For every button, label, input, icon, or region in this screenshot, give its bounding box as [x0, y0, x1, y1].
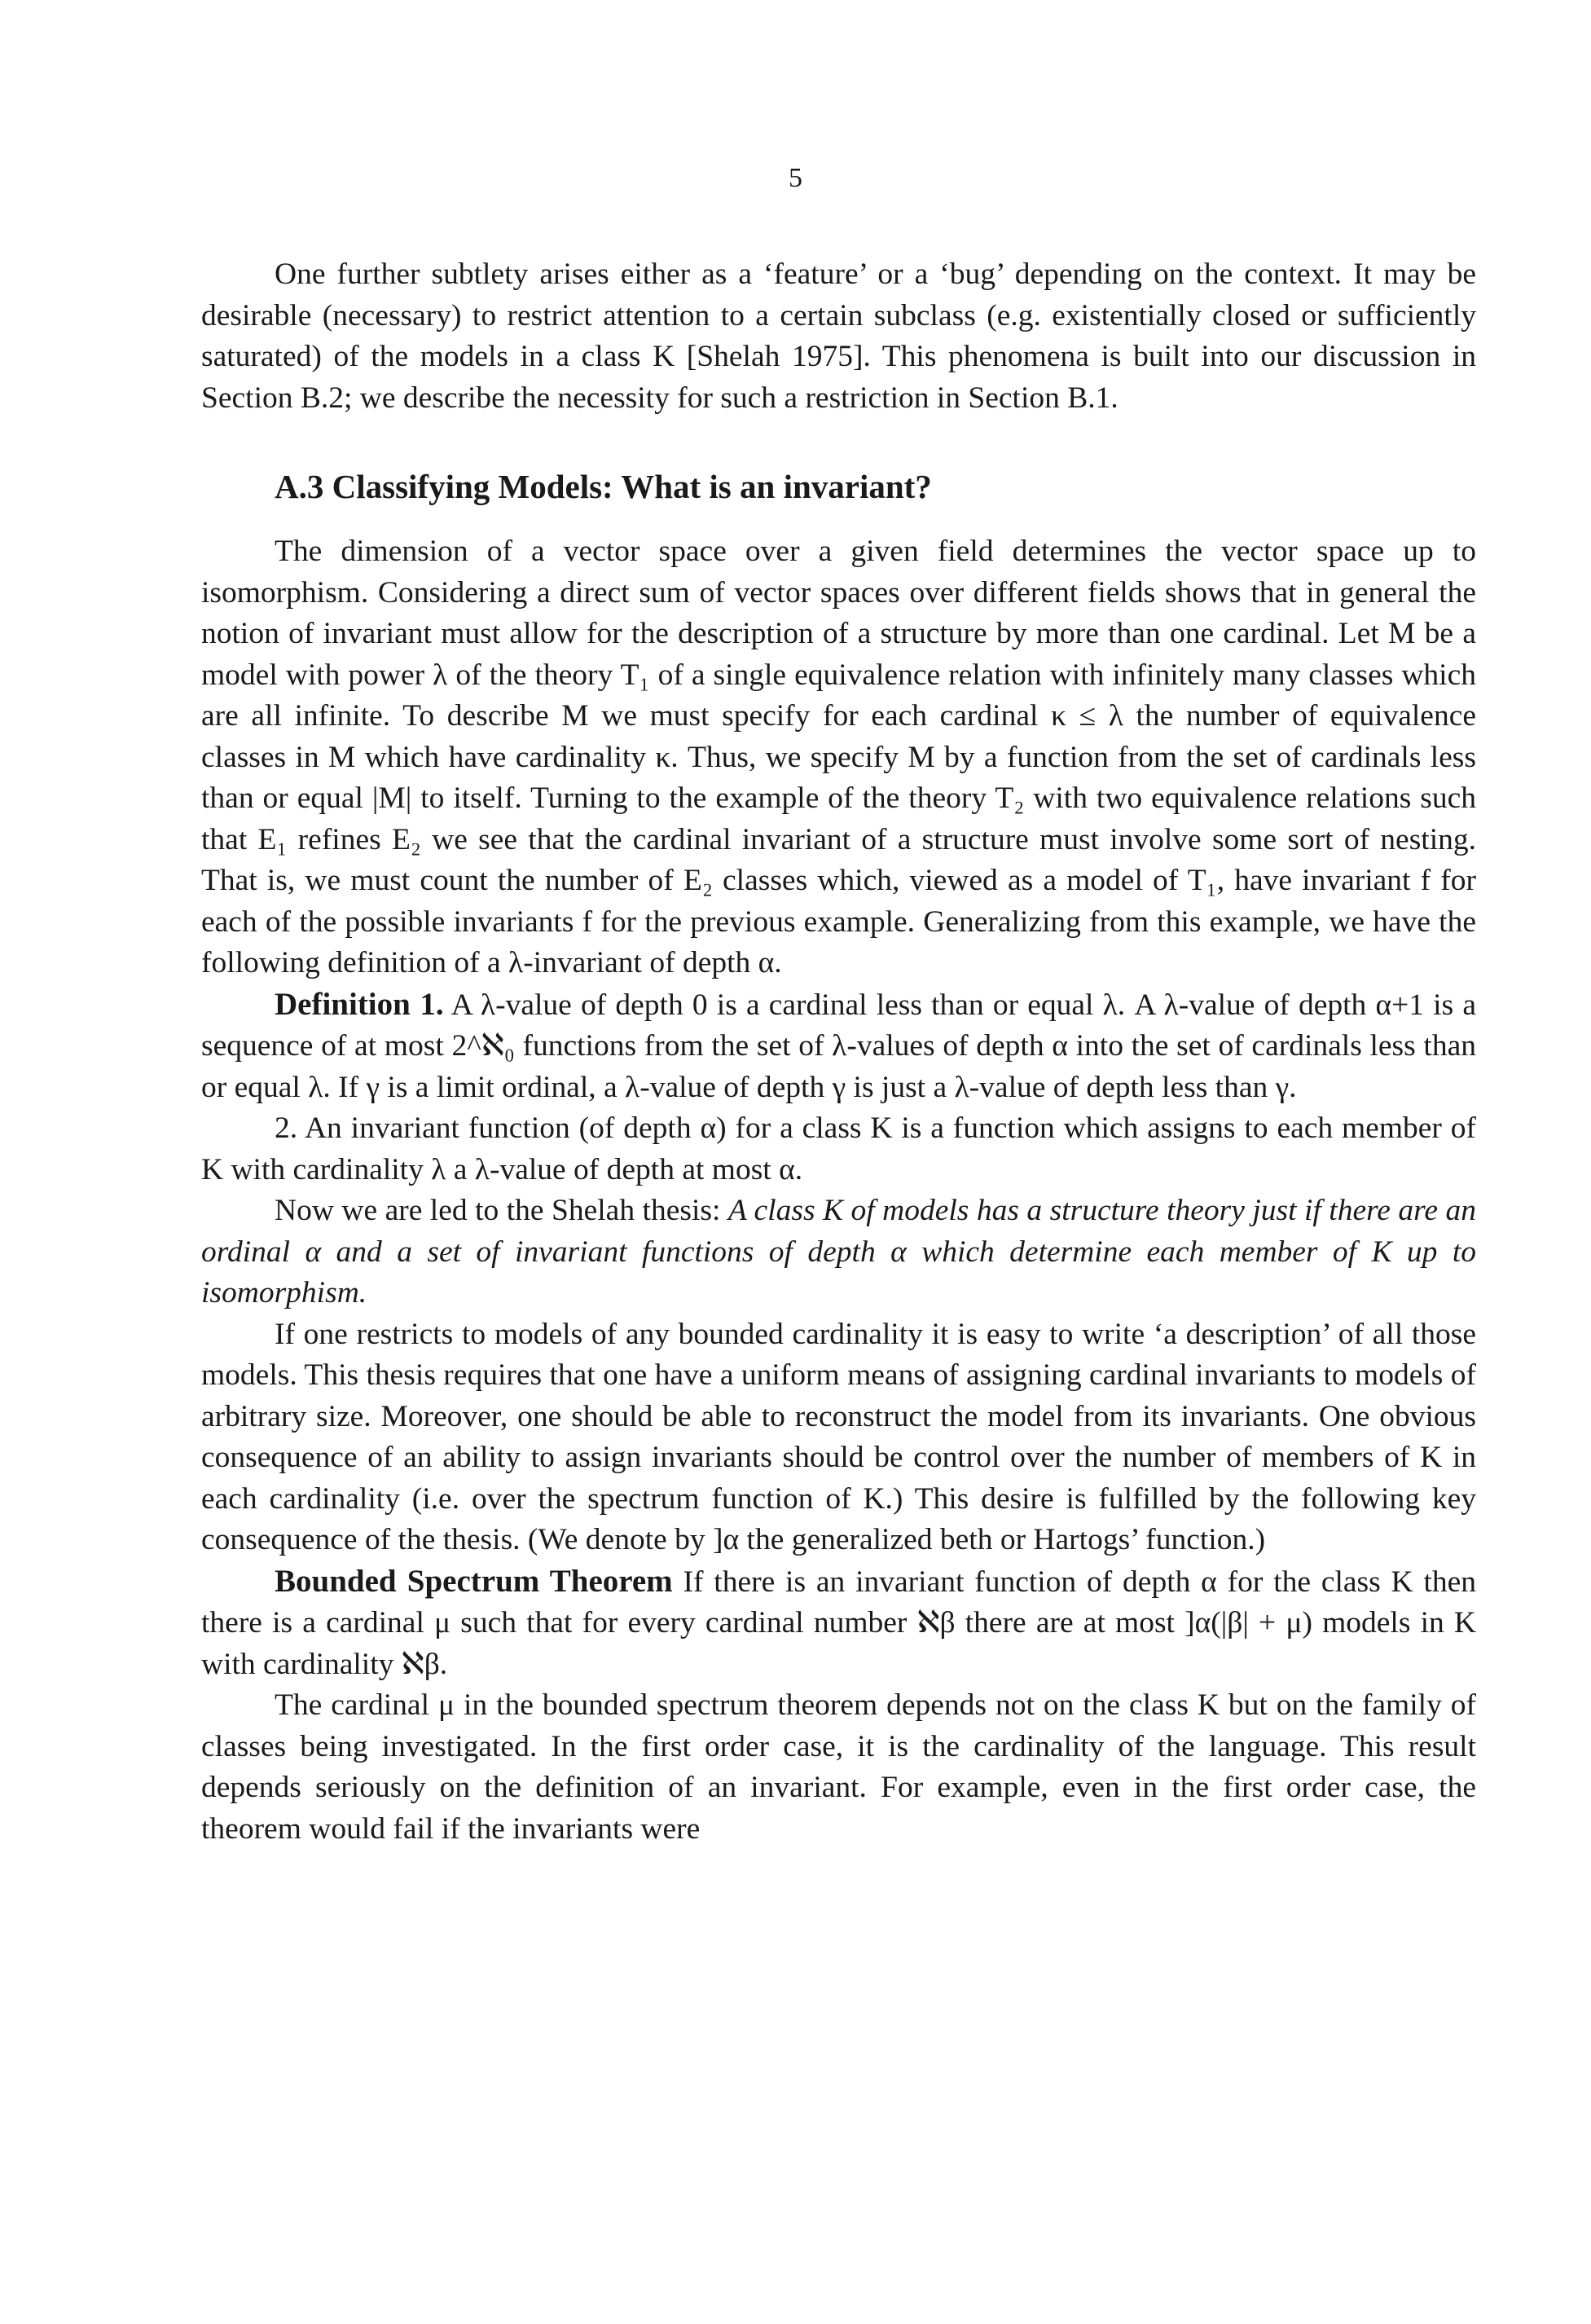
- paragraph-subtlety: One further subtlety arises either as a ‘feature’ or a ‘bug’ depending on the context. It may be desirable (necessary) to restrict attention to a certain subclass (e.g. existentially closed or sufficiently saturated) of the models in a class K [Shelah 1975]. This phenomena is built into our discussion in Section B.2; we describe the necessity for such a restriction in Section B.1.: [201, 257, 1476, 415]
- paragraph-bounded-cardinality: If one restricts to models of any bounded cardinality it is easy to write ‘a description’ of all those models. This thesis requires that one have a uniform means of assigning cardinal invariants to models of arbitrary size. Moreover, one should be able to reconstruct the model from its invariants. One obvious consequence of an ability to assign invariants should be control over the number of members of K in each cardinality (i.e. over the spectrum function of K.) This desire is fulfilled by the following key consequence of the thesis. (We denote by ]α the generalized beth or Hartogs’ function.): [201, 1317, 1476, 1556]
- page-body: [201, 254, 1476, 1850]
- paragraph-vector-space: The dimension of a vector space over a given field determines the vector space up to isomorphism. Considering a direct sum of vector spaces over different fields shows that in general the notion of invariant must allow for the description of a structure by more than one cardinal. Let M be a model with power λ of the theory T₁ of a single equivalence relation with infinitely many classes which are all infinite. To describe M we must specify for each cardinal κ ≤ λ the number of equivalence classes in M which have cardinality κ. Thus, we specify M by a function from the set of cardinals less than or equal |M| to itself. Turning to the example of the theory T₂ with two equivalence relations such that E₁ refines E₂ we see that the cardinal invariant of a structure must involve some sort of nesting. That is, we must count the number of E₂ classes which, viewed as a model of T₁, have invariant f for each of the possible invariants f for the previous example. Generalizing from this example, we have the following definition of a λ-invariant of depth α.: [201, 535, 1476, 979]
- shelah-thesis: [201, 1191, 1476, 1314]
- thesis-intro: Now we are led to the Shelah thesis:: [275, 1194, 721, 1227]
- paragraph-cardinal-mu: The cardinal μ in the bounded spectrum theorem depends not on the class K but on the family of classes being investigated. In the first order case, it is the cardinality of the language. This result depends seriously on the definition of an invariant. For example, even in the first order case, the theorem would fail if the invariants were: [201, 1688, 1476, 1846]
- section-heading: A.3 Classifying Models: What is an invariant?: [275, 468, 932, 505]
- thesis-statement: A class K of models has a structure theory just if there are an ordinal α and a set of invariant functions of depth α which determine each member of K up to isomorphism.: [201, 1194, 1476, 1309]
- definition-1-text: A λ-value of depth 0 is a cardinal less than or equal λ. A λ-value of depth α+1 is a sequence of at most 2^ℵ₀ functions from the set of λ-values of depth α into the set of cardinals less than or equal λ. If γ is a limit ordinal, a λ-value of depth γ is just a λ-value of depth less than γ.: [201, 988, 1476, 1104]
- bounded-spectrum-theorem: [201, 1561, 1476, 1686]
- page-number: 5: [789, 163, 802, 193]
- theorem-label: Bounded Spectrum Theorem: [275, 1563, 673, 1599]
- definition-label: Definition 1.: [275, 986, 444, 1022]
- definition-1: [201, 984, 1476, 1109]
- definition-2: 2. An invariant function (of depth α) for a class K is a function which assigns to each member of K with cardinality λ a λ-value of depth at most α.: [201, 1111, 1476, 1186]
- theorem-text: If there is an invariant function of depth α for the class K then there is a cardinal μ such that for every cardinal number ℵβ there are at most ]α(|β| + μ) models in K with cardinality ℵβ.: [201, 1565, 1477, 1681]
